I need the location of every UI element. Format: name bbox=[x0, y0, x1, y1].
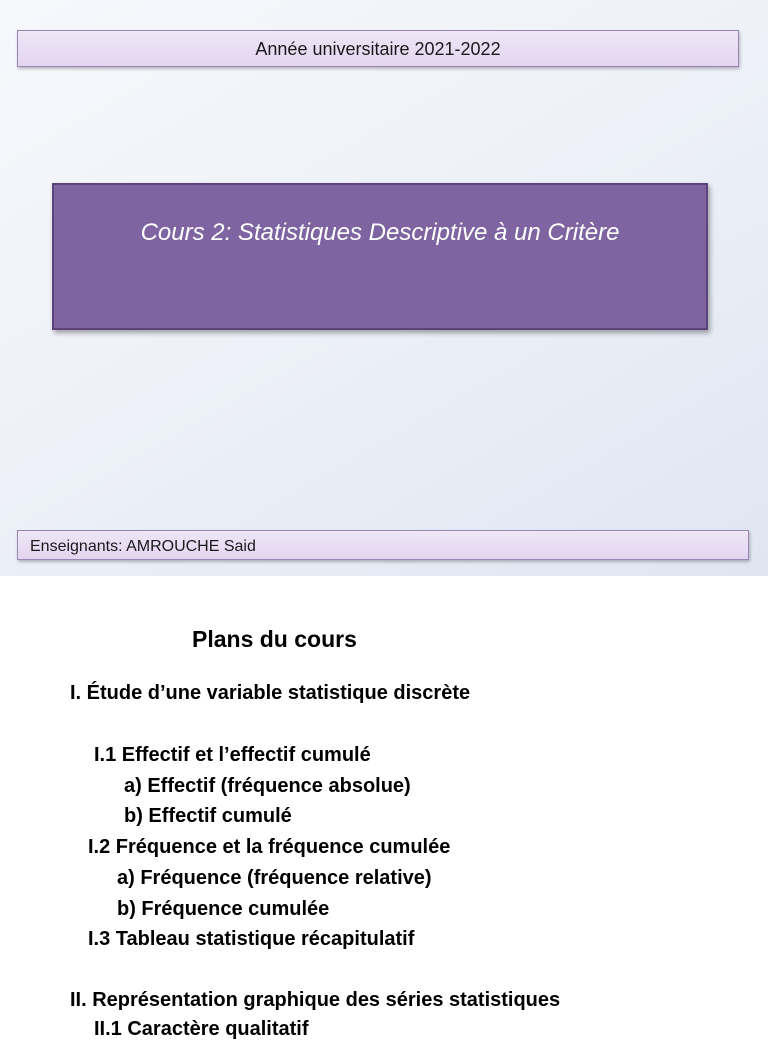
plan-item-1-2: I.2 Fréquence et la fréquence cumulée bbox=[88, 836, 451, 858]
plan-item-1-1: I.1 Effectif et l’effectif cumulé bbox=[94, 744, 371, 766]
plan-item-1-1-b: b) Effectif cumulé bbox=[124, 805, 292, 827]
plan-heading: Plans du cours bbox=[192, 626, 357, 652]
academic-year-text: Année universitaire 2021-2022 bbox=[255, 39, 501, 59]
plan-item-1-3: I.3 Tableau statistique récapitulatif bbox=[88, 928, 415, 950]
plan-item-section-1: I. Étude d’une variable statistique discrète bbox=[70, 682, 471, 704]
plan-item-1-2-a: a) Fréquence (fréquence relative) bbox=[117, 867, 432, 889]
plan-item-1-2-b: b) Fréquence cumulée bbox=[117, 898, 330, 920]
academic-year-banner bbox=[17, 30, 739, 67]
plan-item-1-1-a: a) Effectif (fréquence absolue) bbox=[124, 775, 411, 797]
plan-item-2-1: II.1 Caractère qualitatif bbox=[94, 1018, 309, 1040]
course-title-box bbox=[52, 183, 708, 330]
course-title: Cours 2: Statistiques Descriptive à un Critère bbox=[140, 219, 620, 246]
teachers-banner bbox=[17, 530, 749, 560]
course-plan bbox=[0, 576, 768, 1040]
teachers-text: Enseignants: AMROUCHE Said bbox=[30, 538, 256, 555]
plan-item-section-2: II. Représentation graphique des séries statistiques bbox=[70, 989, 561, 1011]
